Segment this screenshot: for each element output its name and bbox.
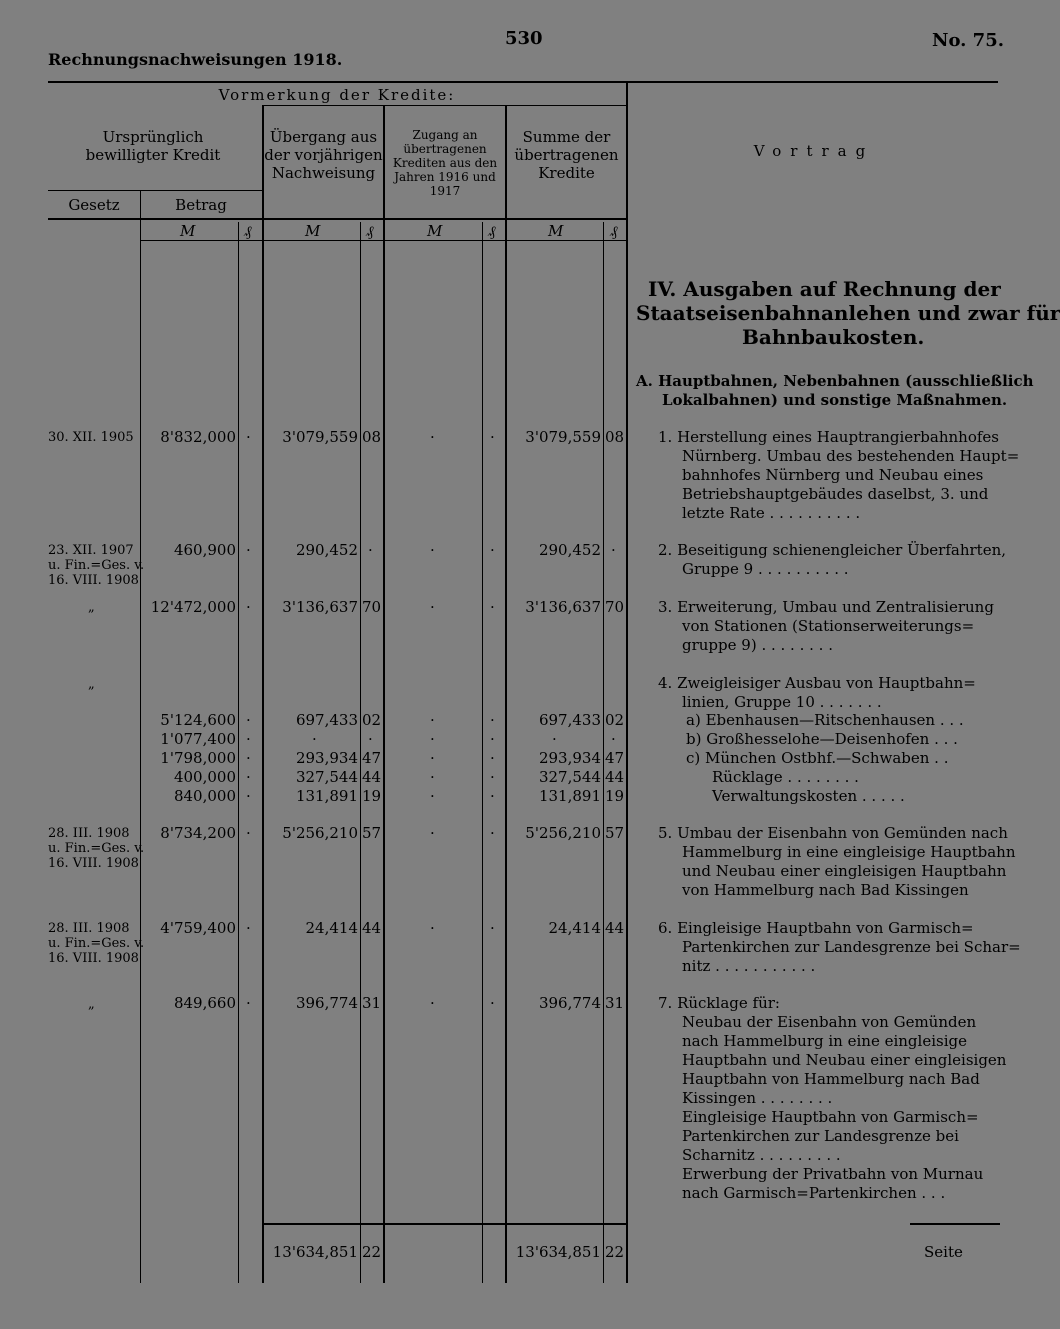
row-7-text: Kissingen . . . . . . . . [682, 1089, 833, 1107]
row-7-text: Partenkirchen zur Landesgrenze bei [682, 1127, 959, 1145]
row-2-law: u. Fin.=Ges. v. [48, 558, 145, 573]
row-5-text: 5. Umbau der Eisenbahn von Gemünden nach [658, 824, 1008, 842]
row-7-sum: 396,774 [538, 994, 601, 1012]
row-4a-amount-pf: · [246, 711, 251, 729]
row-1-amount: 8'832,000 [160, 428, 236, 446]
col-divider-text [626, 81, 628, 1283]
row-2-transfer: 290,452 [295, 541, 358, 559]
unit-pf-amount: ₰ [244, 222, 252, 240]
row-4a-sum-pf: 02 [605, 711, 625, 729]
text-header: Vortrag [753, 142, 875, 160]
row-6-amount: 4'759,400 [160, 919, 236, 937]
row-1-sum: 3'079,559 [525, 428, 601, 446]
row-4a-transfer-pf: 02 [362, 711, 382, 729]
row-1-text: letzte Rate . . . . . . . . . . [682, 504, 861, 522]
row-1-law: 30. XII. 1905 [48, 430, 134, 445]
section-title: Staatseisenbahnanlehen und zwar für [636, 301, 1060, 325]
row-3-sum-pf: 70 [605, 598, 625, 616]
row-1-text: bahnhofes Nürnberg und Neubau eines [682, 466, 984, 484]
row-3-text: gruppe 9) . . . . . . . . [682, 636, 833, 654]
row-4e-amount-pf: · [246, 787, 251, 805]
page-number: 530 [505, 28, 543, 49]
row-4a-transfer: 697,433 [295, 711, 358, 729]
section-end-rule [910, 1223, 1000, 1225]
row-4e-sum: 131,891 [538, 787, 601, 805]
row-2-law: 16. VIII. 1908 [48, 573, 139, 588]
row-3-add: · [430, 598, 435, 616]
unit-pf-transfer: ₰ [366, 222, 374, 240]
header-bottom-rule [48, 218, 628, 220]
row-6-sum: 24,414 [548, 919, 601, 937]
row-2-add: · [430, 541, 435, 559]
col-divider-transfer [262, 106, 264, 1283]
row-7-add-pf: · [490, 994, 495, 1012]
row-3-amount-pf: · [246, 598, 251, 616]
unit-pf-addition: ₰ [488, 222, 496, 240]
row-4b-add: · [430, 730, 435, 748]
row-3-text: von Stationen (Stationserweiterungs= [682, 617, 975, 635]
row-4d-transfer-pf: 44 [362, 768, 382, 786]
row-1-text: Nürnberg. Umbau des bestehenden Haupt= [682, 447, 1020, 465]
row-2-add-pf: · [490, 541, 495, 559]
col-divider-sum [505, 106, 507, 1283]
row-5-transfer: 5'256,210 [282, 824, 358, 842]
row-4b-transfer: · [312, 730, 317, 748]
total-sum-pf: 22 [605, 1243, 625, 1261]
original-credit-header: Ursprünglich bewilligter Kredit [85, 128, 221, 164]
row-5-text: von Hammelburg nach Bad Kissingen [682, 881, 969, 899]
unit-mark-addition: M [427, 222, 443, 240]
row-2-law: 23. XII. 1907 [48, 543, 134, 558]
row-7-text: nach Garmisch=Partenkirchen . . . [682, 1184, 946, 1202]
row-7-amount: 849,660 [173, 994, 236, 1012]
row-5-amount-pf: · [246, 824, 251, 842]
row-5-law: 16. VIII. 1908 [48, 856, 139, 871]
row-7-text: Scharnitz . . . . . . . . . [682, 1146, 841, 1164]
row-2-amount-pf: · [246, 541, 251, 559]
row-2-text: 2. Beseitigung schienengleicher Überfahrten, [658, 541, 1007, 559]
row-4b-amount-pf: · [246, 730, 251, 748]
row-3-add-pf: · [490, 598, 495, 616]
transfer-header: Übergang aus der vorjährigen Nachweisung [264, 128, 383, 182]
total-transfer: 13'634,851 [272, 1243, 358, 1261]
total-sum: 13'634,851 [515, 1243, 601, 1261]
col-divider-addition-pf [482, 222, 483, 1283]
row-5-sum-pf: 57 [605, 824, 625, 842]
row-4a-sum: 697,433 [538, 711, 601, 729]
row-7-transfer: 396,774 [295, 994, 358, 1012]
row-1-amount-pf: · [246, 428, 251, 446]
row-3-transfer-pf: 70 [362, 598, 382, 616]
row-4c-add-pf: · [490, 749, 495, 767]
row-4d-label: Rücklage . . . . . . . . [712, 768, 859, 786]
row-4c-label: c) München Ostbhf.—Schwaben . . [686, 749, 949, 767]
row-7-text: nach Hammelburg in eine eingleisige [682, 1032, 967, 1050]
row-3-law: „ [88, 600, 95, 615]
row-3-sum: 3'136,637 [525, 598, 601, 616]
row-5-add: · [430, 824, 435, 842]
row-4e-amount: 840,000 [173, 787, 236, 805]
row-5-law: u. Fin.=Ges. v. [48, 841, 145, 856]
group-header: Vormerkung der Kredite: [218, 86, 456, 104]
col-divider-transfer-pf [360, 222, 361, 1283]
law-header: Gesetz [68, 196, 120, 214]
row-6-text: Partenkirchen zur Landesgrenze bei Schar= [682, 938, 1021, 956]
row-5-add-pf: · [490, 824, 495, 842]
row-3-amount: 12'472,000 [150, 598, 236, 616]
row-7-transfer-pf: 31 [362, 994, 382, 1012]
row-2-sum-pf: · [611, 541, 616, 559]
row-7-text: Eingleisige Hauptbahn von Garmisch= [682, 1108, 979, 1126]
row-4e-label: Verwaltungskosten . . . . . [712, 787, 905, 805]
row-4b-transfer-pf: · [368, 730, 373, 748]
row-6-law: 16. VIII. 1908 [48, 951, 139, 966]
row-7-text: Erwerbung der Privatbahn von Murnau [682, 1165, 984, 1183]
row-4-law: „ [88, 677, 95, 692]
row-7-add: · [430, 994, 435, 1012]
row-7-amount-pf: · [246, 994, 251, 1012]
row-2-transfer-pf: · [368, 541, 373, 559]
col-divider-addition [383, 106, 385, 1283]
row-4a-label: a) Ebenhausen—Ritschenhausen . . . [686, 711, 964, 729]
row-4b-label: b) Großhesselohe—Deisenhofen . . . [686, 730, 958, 748]
row-6-add: · [430, 919, 435, 937]
addition-header: Zugang an übertragenen Krediten aus den Jahren 1916 und 1917 [392, 128, 498, 198]
amount-header: Betrag [175, 196, 227, 214]
row-6-transfer-pf: 44 [362, 919, 382, 937]
row-4-text: linien, Gruppe 10 . . . . . . . [682, 693, 882, 711]
row-4c-amount-pf: · [246, 749, 251, 767]
top-rule [48, 81, 998, 83]
row-7-text: 7. Rücklage für: [658, 994, 780, 1012]
totals-rule [262, 1223, 626, 1225]
row-7-law: „ [88, 997, 95, 1012]
row-4b-amount: 1'077,400 [160, 730, 236, 748]
row-6-law: 28. III. 1908 [48, 921, 130, 936]
row-6-text: 6. Eingleisige Hauptbahn von Garmisch= [658, 919, 974, 937]
row-4b-add-pf: · [490, 730, 495, 748]
row-6-amount-pf: · [246, 919, 251, 937]
row-2-text: Gruppe 9 . . . . . . . . . . [682, 560, 849, 578]
row-4a-add-pf: · [490, 711, 495, 729]
row-4e-add-pf: · [490, 787, 495, 805]
row-3-transfer: 3'136,637 [282, 598, 358, 616]
row-4e-transfer-pf: 19 [362, 787, 382, 805]
document-number: No. 75. [932, 30, 1004, 51]
row-4e-transfer: 131,891 [295, 787, 358, 805]
row-5-text: Hammelburg in eine eingleisige Hauptbahn [682, 843, 1016, 861]
row-4e-add: · [430, 787, 435, 805]
row-4c-transfer: 293,934 [295, 749, 358, 767]
subhead-rule [48, 190, 262, 191]
row-1-sum-pf: 08 [605, 428, 625, 446]
running-head: Rechnungsnachweisungen 1918. [48, 50, 343, 69]
row-4b-sum: · [552, 730, 557, 748]
unit-mark-transfer: M [305, 222, 321, 240]
row-1-transfer-pf: 08 [362, 428, 382, 446]
row-6-add-pf: · [490, 919, 495, 937]
row-5-law: 28. III. 1908 [48, 826, 130, 841]
row-4a-add: · [430, 711, 435, 729]
row-4a-amount: 5'124,600 [160, 711, 236, 729]
row-4d-sum-pf: 44 [605, 768, 625, 786]
row-7-sum-pf: 31 [605, 994, 625, 1012]
col-divider-sum-pf [603, 222, 604, 1283]
row-1-add-pf: · [490, 428, 495, 446]
row-4b-sum-pf: · [611, 730, 616, 748]
row-4d-amount: 400,000 [173, 768, 236, 786]
row-4d-sum: 327,544 [538, 768, 601, 786]
carry-forward-label: Seite [924, 1243, 963, 1261]
row-4c-sum-pf: 47 [605, 749, 625, 767]
unit-mark-amount: M [180, 222, 196, 240]
row-4c-sum: 293,934 [538, 749, 601, 767]
row-5-text: und Neubau einer eingleisigen Hauptbahn [682, 862, 1007, 880]
row-4c-add: · [430, 749, 435, 767]
row-1-add: · [430, 428, 435, 446]
row-1-transfer: 3'079,559 [282, 428, 358, 446]
row-3-text: 3. Erweiterung, Umbau und Zentralisierung [658, 598, 994, 616]
col-divider-amount-pf [238, 222, 239, 1283]
row-6-text: nitz . . . . . . . . . . . [682, 957, 816, 975]
row-4d-add: · [430, 768, 435, 786]
row-7-text: Neubau der Eisenbahn von Gemünden [682, 1013, 977, 1031]
row-4e-sum-pf: 19 [605, 787, 625, 805]
row-7-text: Hauptbahn von Hammelburg nach Bad [682, 1070, 980, 1088]
subsection-title: Lokalbahnen) und sonstige Maßnahmen. [662, 391, 1008, 409]
row-2-sum: 290,452 [538, 541, 601, 559]
section-title: IV. Ausgaben auf Rechnung der [648, 277, 1001, 301]
row-6-law: u. Fin.=Ges. v. [48, 936, 145, 951]
row-4d-transfer: 327,544 [295, 768, 358, 786]
row-5-amount: 8'734,200 [160, 824, 236, 842]
row-6-transfer: 24,414 [305, 919, 358, 937]
row-5-sum: 5'256,210 [525, 824, 601, 842]
section-title: Bahnbaukosten. [742, 325, 925, 349]
total-transfer-pf: 22 [362, 1243, 382, 1261]
row-1-text: Betriebshauptgebäudes daselbst, 3. und [682, 485, 989, 503]
row-4c-transfer-pf: 47 [362, 749, 382, 767]
group-rule [262, 105, 626, 106]
unit-mark-sum: M [548, 222, 564, 240]
row-5-transfer-pf: 57 [362, 824, 382, 842]
row-1-text: 1. Herstellung eines Hauptrangierbahnhofes [658, 428, 999, 446]
unit-pf-sum: ₰ [610, 222, 618, 240]
row-4-text: 4. Zweigleisiger Ausbau von Hauptbahn= [658, 674, 976, 692]
sum-header: Summe der übertragenen Kredite [514, 128, 619, 182]
row-4d-add-pf: · [490, 768, 495, 786]
row-4c-amount: 1'798,000 [160, 749, 236, 767]
subsection-title: A. Hauptbahnen, Nebenbahnen (ausschließlich [636, 372, 1034, 390]
row-4d-amount-pf: · [246, 768, 251, 786]
row-6-sum-pf: 44 [605, 919, 625, 937]
row-7-text: Hauptbahn und Neubau einer eingleisigen [682, 1051, 1007, 1069]
row-2-amount: 460,900 [173, 541, 236, 559]
